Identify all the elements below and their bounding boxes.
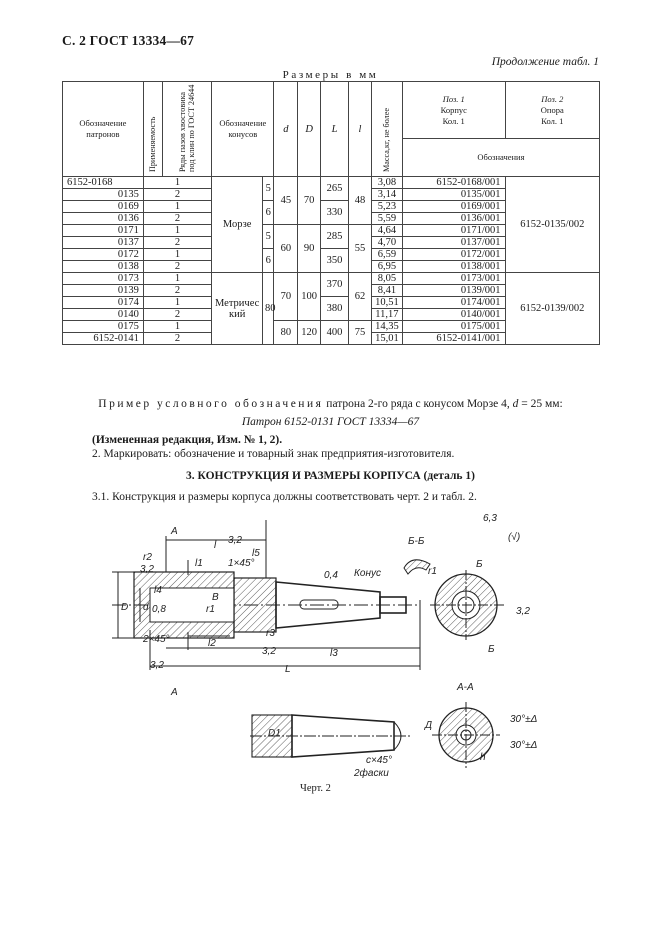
table-cell: 265 — [321, 177, 349, 201]
label-L: L — [285, 664, 291, 675]
table-cell: 4,64 — [371, 225, 402, 237]
section-3-title: 3. КОНСТРУКЦИЯ И РАЗМЕРЫ КОРПУСА (деталь 1) — [186, 470, 475, 482]
label-l4: l4 — [154, 585, 162, 596]
header-designation: Обозначение патронов — [63, 82, 144, 177]
amendment-note: (Измененная редакция, Изм. № 1, 2). — [92, 434, 283, 446]
table-cell: 14,35 — [371, 321, 402, 333]
section-AA-view — [424, 682, 538, 768]
label-two-chamfers: 2фаски — [354, 768, 389, 779]
table-cell: 70 — [298, 177, 321, 225]
header-cone-designation: Обозначение конусов — [212, 82, 274, 177]
header-pos1: Поз. 1 Корпус Кол. 1 — [402, 82, 505, 139]
table-cell: 0137 — [63, 237, 144, 249]
label-angle-1: 30°±Δ — [510, 714, 538, 725]
table-cell: 6152-0135/002 — [505, 177, 599, 273]
table-cell: 1 — [143, 321, 211, 333]
table-cell: 6152-0168 — [63, 177, 144, 189]
paragraph-3-1: 3.1. Конструкция и размеры корпуса должны соответствовать черт. 2 и табл. 2. — [92, 491, 477, 503]
table-cell: 2 — [143, 213, 211, 225]
label-chamfer-c: с×45° — [366, 755, 392, 766]
label-cone: Конус — [354, 568, 381, 579]
label-D: D — [121, 602, 129, 613]
label-B: В — [212, 592, 219, 603]
table-cell: 0173/001 — [402, 273, 505, 285]
table-cell: 8,41 — [371, 285, 402, 297]
header-pos2: Поз. 2 Опора Кол. 1 — [505, 82, 599, 139]
label-chamfer-1x45: 1×45° — [228, 558, 255, 569]
table-cell: 0136/001 — [402, 213, 505, 225]
table-cell: 2 — [143, 285, 211, 297]
label-section-B-bottom: Б — [488, 644, 495, 655]
cone-detail-view — [250, 715, 410, 779]
table-cell: 0139 — [63, 285, 144, 297]
table-cell: 1 — [143, 273, 211, 285]
table-cell: 0174 — [63, 297, 144, 309]
table-cell: 2 — [143, 333, 211, 345]
table-cell: 6 — [263, 201, 274, 225]
label-D-small: Д — [425, 720, 433, 731]
table-cell: 285 — [321, 225, 349, 249]
table-cell: 1 — [143, 297, 211, 309]
label-section-A-bottom: А — [171, 687, 178, 698]
table-cell: 0140 — [63, 309, 144, 321]
table-cell: 62 — [349, 273, 372, 321]
table-cell: 5 — [263, 177, 274, 201]
table-cell: 120 — [298, 321, 321, 345]
table-cell: 6 — [263, 249, 274, 273]
table-cell: 55 — [349, 225, 372, 273]
table-cell: 0175/001 — [402, 321, 505, 333]
label-l3: l3 — [330, 648, 338, 659]
label-roughness-32-c: 3,2 — [262, 646, 276, 657]
table-cell: 1 — [143, 201, 211, 213]
table-cell: 6,95 — [371, 261, 402, 273]
table-cell: 0136 — [63, 213, 144, 225]
table-cell: 0172 — [63, 249, 144, 261]
header-D: D — [298, 82, 321, 177]
table-cell: 1 — [143, 249, 211, 261]
label-angle-2: 30°±Δ — [510, 740, 538, 751]
label-04: 0,4 — [324, 570, 338, 581]
label-l1: l1 — [195, 558, 203, 569]
cone-morse-cell: Морзе — [212, 177, 263, 273]
label-roughness-32-b: 3,2 — [228, 535, 242, 546]
table-cell: 2 — [143, 189, 211, 201]
table-cell: 2 — [143, 237, 211, 249]
label-roughness-32-bb: 3,2 — [516, 606, 530, 617]
paragraph-2: 2. Маркировать: обозначение и товарный знак предприятия-изготовителя. — [92, 448, 455, 460]
table-cell: 5,23 — [371, 201, 402, 213]
table-cell: 90 — [298, 225, 321, 273]
dimensions-caption: Размеры в мм — [282, 69, 379, 81]
header-mass: Масса,кг, не более — [371, 82, 402, 177]
label-section-A-top: А — [171, 526, 178, 537]
table-cell: 0140/001 — [402, 309, 505, 321]
example-line: Пример условного обозначения патрона 2-го ряда с конусом Морзе 4, d = 25 мм: — [98, 398, 563, 410]
label-d: d — [143, 602, 149, 613]
table-cell: 6152-0168/001 — [402, 177, 505, 189]
table-cell: 0171/001 — [402, 225, 505, 237]
label-r3: r3 — [266, 628, 275, 639]
header-applicability: Применяемость — [143, 82, 162, 177]
table-cell: 15,01 — [371, 333, 402, 345]
main-view — [112, 520, 420, 698]
table-cell: 380 — [321, 297, 349, 321]
label-roughness-32-a: 3,2 — [140, 564, 154, 575]
table-cell: 0169 — [63, 201, 144, 213]
table-cell: 45 — [274, 177, 298, 225]
label-l: l — [214, 540, 217, 551]
table-cell: 0175 — [63, 321, 144, 333]
label-r1: r1 — [206, 604, 215, 615]
table-cell: 2 — [143, 261, 211, 273]
label-r2: r2 — [143, 552, 152, 563]
table-cell: 4,70 — [371, 237, 402, 249]
table-cell: 1 — [143, 177, 211, 189]
header-l: l — [349, 82, 372, 177]
table-cell: 0173 — [63, 273, 144, 285]
label-h: h — [480, 752, 486, 763]
table-cell: 60 — [274, 225, 298, 273]
label-roughness-63: 6,3 — [483, 513, 497, 524]
table-cell: 11,17 — [371, 309, 402, 321]
header-d: d — [274, 82, 298, 177]
table-cell: 0135/001 — [402, 189, 505, 201]
label-D1: D1 — [268, 728, 281, 739]
label-roughness-32-d: 3,2 — [150, 660, 164, 671]
table-cell: 0138/001 — [402, 261, 505, 273]
table-cell: 2 — [143, 309, 211, 321]
table-continuation-note: Продолжение табл. 1 — [491, 56, 599, 68]
table-cell: 70 — [274, 273, 298, 321]
table-cell: 370 — [321, 273, 349, 297]
drawing-caption: Черт. 2 — [300, 783, 331, 794]
page-header: С. 2 ГОСТ 13334—67 — [62, 33, 195, 48]
table-cell: 350 — [321, 249, 349, 273]
table-cell: 10,51 — [371, 297, 402, 309]
table-cell: 6152-0141/001 — [402, 333, 505, 345]
table-cell: 0135 — [63, 189, 144, 201]
table-cell: 80 — [263, 273, 274, 345]
table-cell: 100 — [298, 273, 321, 321]
table-cell: 0139/001 — [402, 285, 505, 297]
table-cell: 5,59 — [371, 213, 402, 225]
table-cell: 80 — [274, 321, 298, 345]
table-cell: 48 — [349, 177, 372, 225]
label-l2: l2 — [208, 638, 216, 649]
table-cell: 0172/001 — [402, 249, 505, 261]
header-rows-note: Ряды пазов хвостовика под клин по ГОСТ 24644 — [162, 82, 212, 177]
table-cell: 330 — [321, 201, 349, 225]
table-cell: 6,59 — [371, 249, 402, 261]
label-section-B-top: Б — [476, 559, 483, 570]
table-cell: 0174/001 — [402, 297, 505, 309]
table-cell: 0138 — [63, 261, 144, 273]
table-cell: 6152-0139/002 — [505, 273, 599, 345]
example-designation: Патрон 6152-0131 ГОСТ 13334—67 — [241, 416, 420, 428]
table-cell: 400 — [321, 321, 349, 345]
table-cell: 1 — [143, 225, 211, 237]
table-cell: 6152-0141 — [63, 333, 144, 345]
header-L: L — [321, 82, 349, 177]
table-cell: 0137/001 — [402, 237, 505, 249]
section-BB-view — [404, 513, 530, 655]
table-cell: 75 — [349, 321, 372, 345]
cone-metric-cell: Метрический — [212, 273, 263, 345]
table-cell: 3,14 — [371, 189, 402, 201]
label-l5: l5 — [252, 548, 260, 559]
label-roughness-paren: (√) — [508, 532, 521, 543]
table-cell: 5 — [263, 225, 274, 249]
label-section-AA: А-А — [457, 682, 474, 693]
label-section-BB: Б-Б — [408, 536, 425, 547]
header-designations: Обозначения — [402, 139, 599, 177]
label-chamfer-2x45: 2×45° — [143, 634, 170, 645]
table-cell: 8,05 — [371, 273, 402, 285]
label-08: 0,8 — [152, 604, 166, 615]
table-cell: 3,08 — [371, 177, 402, 189]
label-r-small: r1 — [428, 566, 437, 577]
table-cell: 0171 — [63, 225, 144, 237]
table-cell: 0169/001 — [402, 201, 505, 213]
